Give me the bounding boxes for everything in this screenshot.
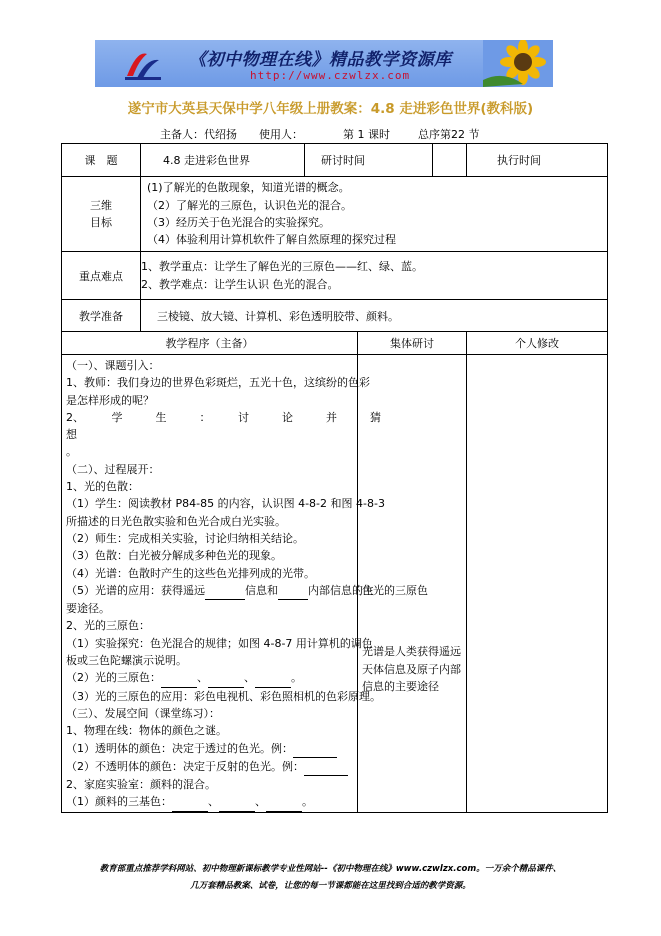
procedure-text: （2）不透明体的颜色：决定于反射的色光。例： (66, 759, 304, 773)
study-time-value (433, 144, 467, 177)
procedure-line: 1、教师：我们身边的世界色彩斑烂，五光十色，这缤纷的色彩 (66, 376, 370, 390)
procedure-text: 。 (291, 671, 302, 685)
procedure-line: 要途径。 (66, 602, 110, 616)
collective-notes (358, 355, 467, 813)
fill-blank (208, 669, 244, 687)
procedure-text: （2）光的三原色： (66, 671, 161, 685)
objectives-label-line2: 目标 (90, 216, 112, 229)
procedure-text: （5）光谱的应用：获得遥远 (66, 583, 205, 597)
procedure-line: （一）、课题引入： (66, 359, 160, 372)
procedure-text: 内部信息的主 (308, 583, 374, 597)
procedure-line: 2、 学 生 ： 讨 论 并 猜 (66, 410, 381, 424)
procedure-text: 信息和 (245, 583, 278, 597)
procedure-line: （二）、过程展开： (66, 462, 160, 476)
objectives-row (62, 177, 608, 252)
procedure-text: （1）透明体的颜色：决定于透过的色光。例： (66, 741, 293, 755)
procedure-text: 。 (302, 795, 313, 809)
procedure-line (66, 669, 353, 687)
objective-item: （4）体验利用计算机软件了解自然原理的探究过程 (147, 233, 396, 247)
procedure-text: 、 (208, 795, 219, 809)
procedure-line: （4）光谱：色散时产生的这些色光排列成的光带。 (66, 566, 315, 580)
procedure-line: 2、光的三原色： (66, 619, 150, 633)
procedure-line: （1）学生：阅读教材 P84-85 的内容，认识图 4-8-2 和图 4-8-3 (66, 497, 385, 511)
fill-blank (161, 669, 197, 687)
header-banner (95, 40, 553, 87)
procedure-header-personal: 个人修改 (467, 332, 608, 355)
procedure-line: 2、家庭实验室：颜料的混合。 (66, 778, 216, 792)
footer-line-2: 几万套精品教案、试卷，让您的每一节课都能在这里找到合适的教学资源。 (190, 881, 471, 891)
study-time-label: 研讨时间 (305, 144, 433, 177)
fill-blank (219, 793, 255, 811)
procedure-line (66, 740, 353, 758)
objectives-label (62, 177, 141, 252)
sunflower-icon (483, 40, 553, 87)
procedure-line: （三）、发展空间（课堂练习）： (66, 706, 220, 720)
fill-blank (205, 582, 245, 600)
procedure-text: 、 (255, 795, 266, 809)
fill-blank (172, 793, 208, 811)
objectives-label-line1: 三维 (90, 199, 112, 212)
author-label: 主备人：代绍扬 (160, 128, 237, 141)
procedure-line: 所描述的日光色散实验和色光合成白光实验。 (66, 514, 286, 528)
footer-line-1: 教育部重点推荐学科网站、初中物理新课标教学专业性网站--《初中物理在线》www.czwlzx.com。一万余个精品课件、 (99, 864, 562, 874)
key-point-item: 2、教学难点：让学生认识 色光的混合。 (141, 277, 339, 291)
procedure-content (62, 355, 385, 813)
fill-blank (278, 582, 308, 600)
procedure-text: 、 (244, 671, 255, 685)
preparation-row (62, 300, 608, 332)
key-points-list (141, 252, 608, 300)
procedure-text: 、 (197, 671, 208, 685)
procedure-line: 1、光的色散： (66, 480, 139, 494)
procedure-line: 1、物理在线：物体的颜色之谜。 (66, 724, 227, 738)
objective-item: (1)了解光的色散现象，知道光谱的概念。 (147, 181, 350, 195)
procedure-line (66, 793, 353, 811)
lesson-plan-table (61, 143, 608, 813)
procedure-line: （1）实验探究：色光混合的规律；如图 4-8-7 用计算机的调色 (66, 636, 373, 650)
procedure-line: 板或三色陀螺演示说明。 (66, 654, 187, 668)
procedure-header-main: 教学程序（主备） (62, 332, 358, 355)
procedure-line: （3）光的三原色的应用：彩色电视机、彩色照相机的色彩原理。 (66, 689, 381, 703)
topic-label: 课 题 (62, 144, 141, 177)
collective-note-2: 光谱是人类获得遥远天体信息及原子内部信息的主要途径 (362, 645, 461, 693)
topic-row (62, 144, 608, 177)
procedure-row (62, 355, 608, 813)
page-footer (0, 861, 661, 895)
fill-blank (255, 669, 291, 687)
procedure-line: （2）师生：完成相关实验，讨论归纳相关结论。 (66, 531, 304, 545)
procedure-line: 是怎样形成的呢？ (66, 393, 154, 407)
period-label: 第 1 课时 (343, 128, 390, 141)
preparation-label: 教学准备 (62, 300, 141, 332)
objectives-list (141, 177, 608, 252)
procedure-text: （1）颜料的三基色： (66, 795, 172, 809)
topic-value: 4.8 走进彩色世界 (141, 144, 305, 177)
objective-item: （2）了解光的三原色，认识色光的混合。 (147, 198, 352, 212)
collective-note-1: 色光的三原色 (362, 584, 428, 597)
fill-blank (266, 793, 302, 811)
key-points-label: 重点难点 (62, 252, 141, 300)
key-points-row (62, 252, 608, 300)
fill-blank (304, 758, 348, 776)
exec-time-label: 执行时间 (467, 144, 608, 177)
document-title: 遂宁市大英县天保中学八年级上册教案：4.8 走进彩色世界(教科版) (127, 101, 534, 117)
procedure-line: （3）色散：白光被分解成多种色光的现象。 (66, 549, 282, 563)
banner-title: 《初中物理在线》精品教学资源库 (189, 50, 452, 70)
objective-item: （3）经历关于色光混合的实验探究。 (147, 216, 330, 229)
fill-blank (293, 740, 337, 758)
personal-notes[interactable] (467, 355, 608, 813)
procedure-line (66, 582, 374, 600)
site-logo-icon (123, 46, 163, 82)
procedure-header-collective: 集体研讨 (358, 332, 467, 355)
procedure-line: 。 (66, 445, 77, 459)
preparation-value: 三棱镜、放大镜、计算机、彩色透明胶带、颜料。 (141, 300, 608, 332)
procedure-line: 想 (66, 428, 77, 442)
procedure-line (66, 758, 353, 776)
banner-url[interactable]: http://www.czwlzx.com (250, 69, 411, 82)
key-point-item: 1、教学重点：让学生了解色光的三原色——红、绿、蓝。 (141, 260, 423, 274)
procedure-header-row (62, 332, 608, 355)
total-label: 总序第22 节 (418, 128, 480, 141)
user-label: 使用人： (259, 128, 303, 141)
